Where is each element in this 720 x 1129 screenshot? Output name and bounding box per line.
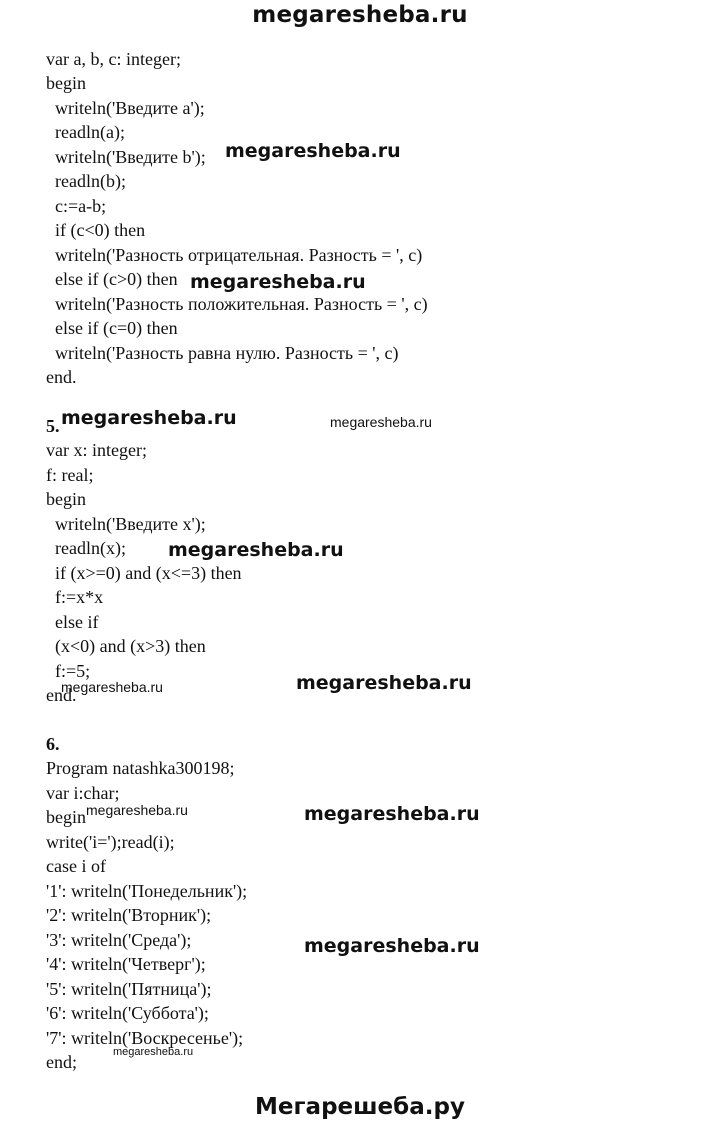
code-line: '6': writeln('Суббота');: [46, 1003, 209, 1023]
code-line: else if (c>0) then: [46, 269, 178, 289]
code-line: c:=a-b;: [46, 196, 107, 216]
code-line: begin: [46, 489, 86, 509]
code-line: begin: [46, 73, 86, 93]
exercise-number: 6.: [46, 734, 60, 754]
code-line: writeln('Введите b');: [46, 147, 206, 167]
code-line: if (c<0) then: [46, 220, 146, 240]
site-header: megaresheba.ru: [252, 2, 468, 28]
code-line: '4': writeln('Четверг');: [46, 954, 206, 974]
watermark: megaresheba.ru: [168, 539, 344, 561]
code-line: var a, b, c: integer;: [46, 49, 181, 69]
watermark: megaresheba.ru: [296, 672, 472, 694]
watermark: megaresheba.ru: [225, 140, 401, 162]
code-line: write('i=');read(i);: [46, 832, 175, 852]
watermark: megaresheba.ru: [190, 271, 366, 293]
watermark: megaresheba.ru: [61, 679, 163, 695]
code-line: writeln('Разность положительная. Разность = ', c): [46, 294, 428, 314]
watermark: megaresheba.ru: [304, 935, 480, 957]
code-line: var x: integer;: [46, 440, 147, 460]
code-line: end;: [46, 1052, 77, 1072]
code-line: else if (c=0) then: [46, 318, 178, 338]
watermark: megaresheba.ru: [86, 802, 188, 818]
code-line: else if: [46, 612, 99, 632]
code-line: '1': writeln('Понедельник');: [46, 881, 248, 901]
site-footer: Мегарешеба.ру: [255, 1094, 465, 1120]
code-line: end.: [46, 367, 77, 387]
code-line: f: real;: [46, 465, 94, 485]
code-line: writeln('Введите x');: [46, 514, 206, 534]
code-line: writeln('Разность отрицательная. Разность = ', c): [46, 245, 423, 265]
code-line: end.: [46, 685, 77, 705]
code-line: f:=5;: [46, 661, 91, 681]
watermark: megaresheba.ru: [304, 803, 480, 825]
code-line: writeln('Введите a');: [46, 98, 205, 118]
code-line: Program natashka300198;: [46, 758, 235, 778]
watermark: megaresheba.ru: [330, 414, 432, 430]
code-line: readln(b);: [46, 171, 126, 191]
code-line: case i of: [46, 856, 106, 876]
code-line: begin: [46, 807, 86, 827]
code-line: '3': writeln('Среда');: [46, 930, 192, 950]
code-line: '2': writeln('Вторник');: [46, 905, 212, 925]
code-line: if (x>=0) and (x<=3) then: [46, 563, 242, 583]
exercise-number: 5.: [46, 416, 60, 436]
code-line: '7': writeln('Воскресенье');: [46, 1028, 244, 1048]
code-line: '5': writeln('Пятница');: [46, 979, 212, 999]
code-line: f:=x*x: [46, 587, 104, 607]
code-line: readln(a);: [46, 122, 125, 142]
code-line: var i:char;: [46, 783, 120, 803]
watermark: megaresheba.ru: [61, 407, 237, 429]
code-line: writeln('Разность равна нулю. Разность = ', c): [46, 343, 399, 363]
code-line: (x<0) and (x>3) then: [46, 636, 206, 656]
watermark: megaresheba.ru: [113, 1046, 194, 1058]
code-line: readln(x);: [46, 538, 126, 558]
